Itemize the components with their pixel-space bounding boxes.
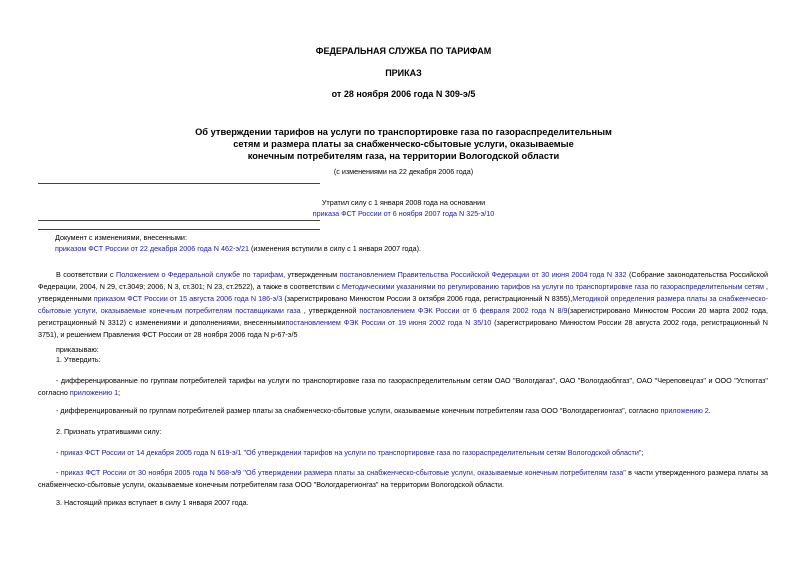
- edition-note: (с изменениями на 22 декабря 2006 года): [333, 167, 474, 176]
- item-1b: [38, 405, 768, 417]
- divider: [38, 220, 320, 221]
- title-line: Об утверждении тарифов на услуги по транспортировке газа по газораспределительным: [195, 127, 612, 137]
- document-type: ПРИКАЗ: [385, 68, 422, 78]
- text: в части утвержденного размера платы за снабженческо-сбытовые услуги, оказываемые конечным потребителям газа ООО "Вологдарегионгаз" на территории Вологодской области.: [38, 468, 768, 489]
- lost-force-link[interactable]: приказа ФСТ России от 6 ноября 2007 года N 325-э/10: [312, 209, 495, 218]
- link-regulation[interactable]: Положением о Федеральной службе по тарифам: [116, 270, 284, 279]
- text: , утвержденными: [38, 282, 768, 303]
- text: - дифференцированный по группам потребителей размер платы за снабженческо-сбытовые услуги, оказываемые конечным потребителям газа ООО "Вологдарегионгаз", согласно: [56, 406, 661, 415]
- link-appendix-1[interactable]: приложению 1: [69, 388, 119, 397]
- text: , утвержденным: [283, 270, 340, 279]
- item-3: 3. Настоящий приказ вступает в силу 1 января 2007 года.: [56, 498, 249, 507]
- text: (Собрание законодательства Российской Федерации, 2004, N 29, ст.3049; 2006, N 3, ст.301; N 23, ст.2522), а также в соответствии с: [38, 270, 769, 291]
- item-2a: [38, 447, 768, 459]
- changes-note: [55, 232, 755, 254]
- item-2b: [38, 467, 768, 491]
- item-1a: [38, 375, 768, 399]
- item-2: 2. Признать утратившими силу:: [56, 427, 162, 436]
- text: ;: [641, 448, 644, 457]
- agency-name: ФЕДЕРАЛЬНАЯ СЛУЖБА ПО ТАРИФАМ: [315, 46, 492, 56]
- link-fek-decree-8-9[interactable]: постановлением ФЭК России от 6 февраля 2002 года N 8/9: [359, 306, 568, 315]
- changes-link[interactable]: приказом ФСТ России от 22 декабря 2006 года N 462-э/21: [55, 244, 250, 253]
- title-line: конечным потребителям газа, на территории Вологодской области: [247, 151, 560, 161]
- text: (зарегистрировано Минюстом России 3 октября 2006 года, регистрационный N 8355),: [282, 294, 573, 303]
- text: (зарегистрировано Минюстом России 20 марта 2002 года, регистрационный N 3312) с изменениями и дополнениями, внесенными: [38, 306, 769, 327]
- document-title: [0, 126, 807, 162]
- text: ;: [118, 388, 121, 397]
- text: В соответствии с: [56, 270, 117, 279]
- text: -: [56, 448, 61, 457]
- text: , утвержденной: [300, 306, 360, 315]
- link-fst-order-568[interactable]: приказ ФСТ России от 30 ноября 2005 года N 568-э/9 "Об утверждении размера платы за снабженческо-сбытовые услуги, оказываемые конечным потребителям газа": [60, 468, 626, 477]
- text: -: [56, 468, 61, 477]
- changes-label: Документ с изменениями, внесенными:: [55, 233, 187, 242]
- preamble-paragraph: [38, 269, 768, 341]
- item-1: 1. Утвердить:: [56, 355, 101, 364]
- link-methodical-guidelines[interactable]: Методическими указаниями по регулированию тарифов на услуги по транспортировке газа по газораспределительным сетям: [341, 282, 764, 291]
- link-methodology[interactable]: Методикой определения размера платы за снабженческо-сбытовые услуги, оказываемые конечным потребителям поставщиками газа: [38, 294, 768, 315]
- link-government-decree[interactable]: постановлением Правительства Российской Федерации от 30 июня 2004 года N 332: [339, 270, 627, 279]
- link-fst-order-186[interactable]: приказом ФСТ России от 15 августа 2006 года N 186-э/3: [93, 294, 283, 303]
- order-word: приказываю:: [56, 345, 99, 354]
- changes-tail: (изменения вступили в силу с 1 января 2007 года).: [249, 244, 421, 253]
- link-appendix-2[interactable]: приложению 2: [660, 406, 709, 415]
- title-line: сетям и размера платы за снабженческо-сбытовые услуги, оказываемые: [233, 139, 574, 149]
- lost-force-text: Утратил силу с 1 января 2008 года на основании: [321, 198, 486, 207]
- link-fst-order-619[interactable]: приказ ФСТ России от 14 декабря 2005 года N 619-э/1 "Об утверждении тарифов на услуги по транспортировке газа по газораспределительным сетям Вологодской области": [60, 448, 642, 457]
- link-fek-decree-35-10[interactable]: постановлением ФЭК России от 19 июня 2002 года N 35/10: [285, 318, 492, 327]
- divider: [38, 229, 320, 230]
- text: .: [708, 406, 711, 415]
- text: - дифференцированные по группам потребителей тарифы на услуги по транспортировке газа по газораспределительным сетям ОАО "Вологдагаз", ОАО "Вологдаоблгаз", ОАО "Череповецгаз" и ООО "Устюггаз" согласно: [38, 376, 768, 397]
- document-date-number: от 28 ноября 2006 года N 309-э/5: [331, 89, 476, 99]
- lost-force-note: [0, 197, 807, 219]
- divider: [38, 183, 320, 184]
- text: (зарегистрировано Минюстом России 28 августа 2002 года, регистрационный N 3751), и решением Правления ФСТ России от 28 ноября 2006 года N р-67-э/5: [38, 318, 768, 339]
